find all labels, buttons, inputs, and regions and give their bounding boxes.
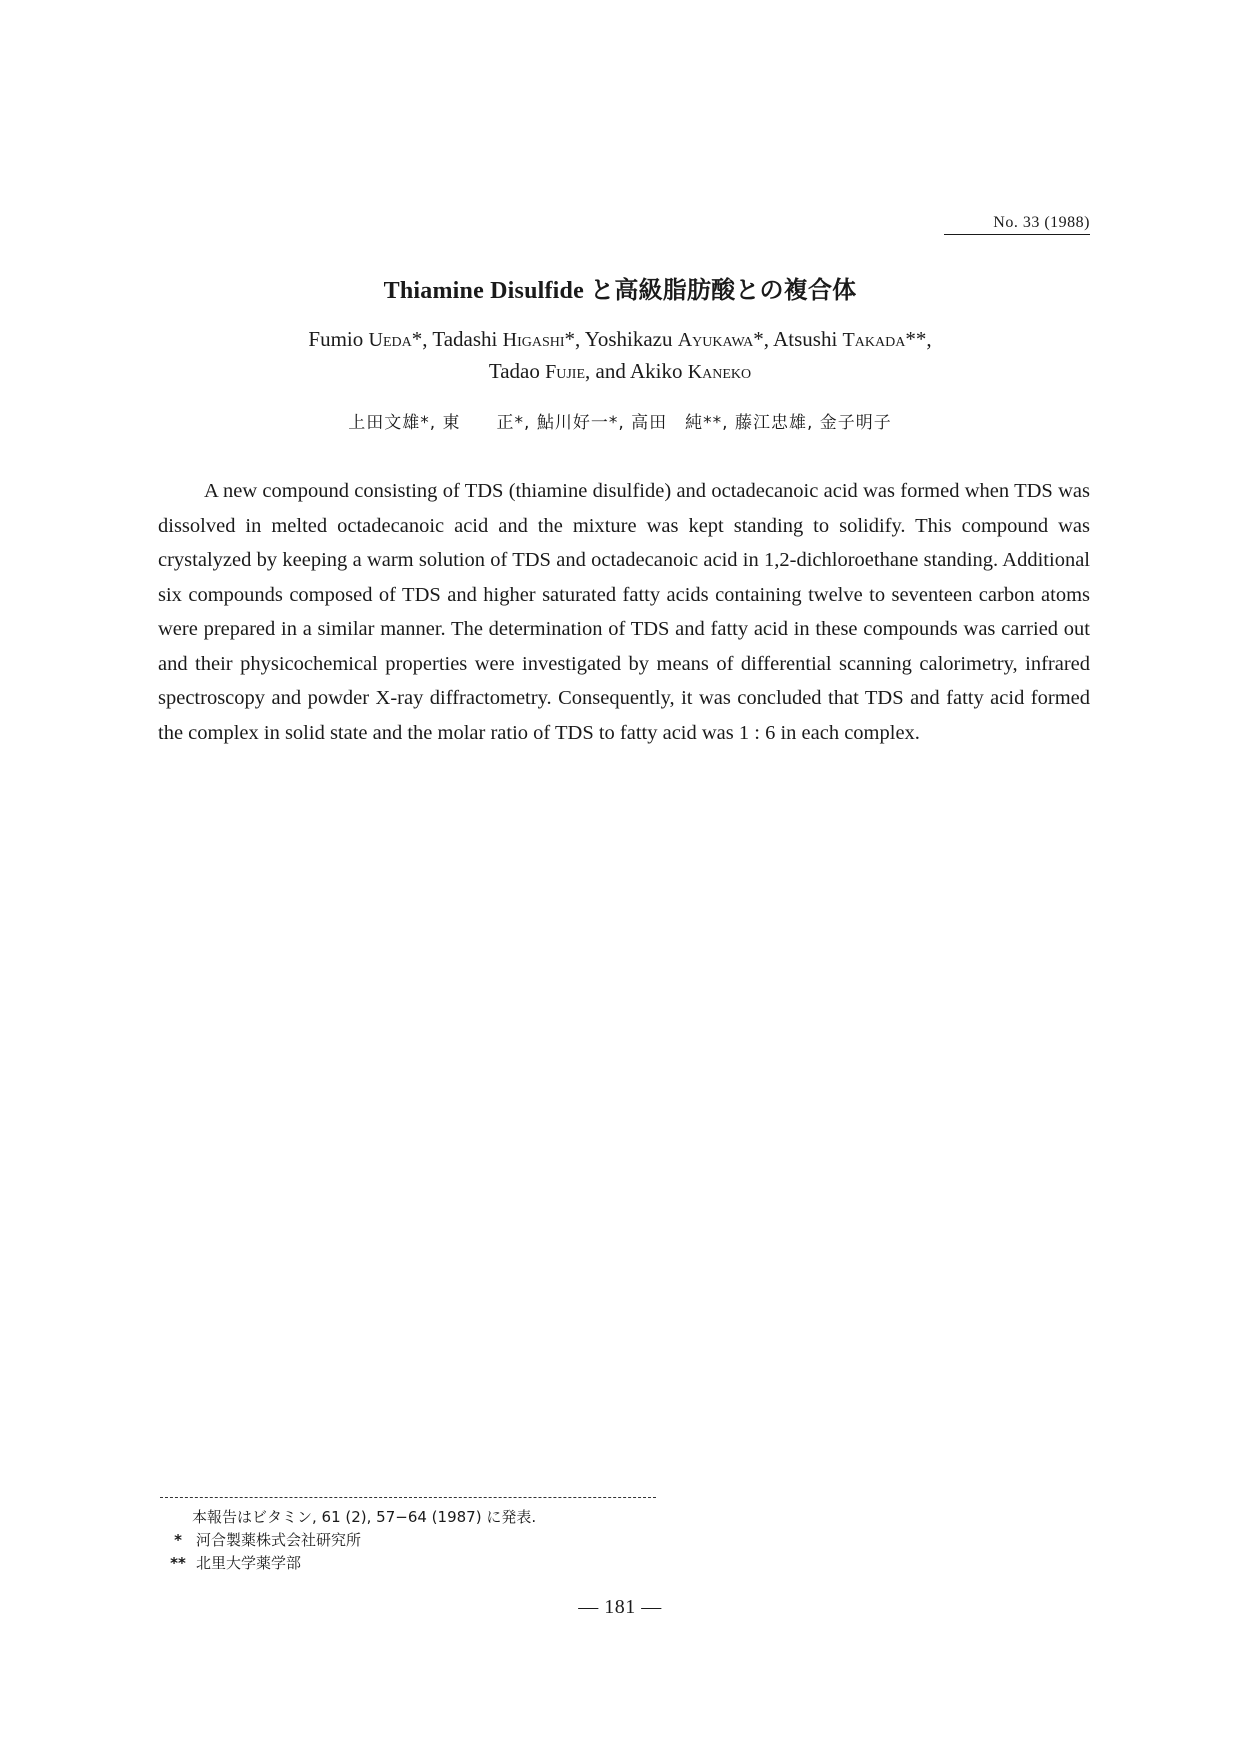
footnote-divider bbox=[160, 1497, 656, 1498]
footnote-mark: ** bbox=[170, 1554, 186, 1572]
author-given-name: Fumio bbox=[308, 327, 369, 351]
author-family-name: Takada bbox=[842, 329, 906, 351]
footnote-affiliation-1 bbox=[160, 1529, 760, 1552]
abstract bbox=[158, 474, 1090, 750]
affiliation-mark: **, bbox=[905, 327, 932, 351]
author-family-name: Fujie bbox=[545, 361, 586, 383]
abstract-text: A new compound consisting of TDS (thiamine disulfide) and octadecanoic acid was formed when TDS was dissolved in melted octadecanoic acid and the mixture was kept standing to solidify. This compound was crystalyzed by keeping a warm solution of TDS and octadecanoic acid in 1,2-dichloroethane standing. Additional six compounds composed of TDS and higher saturated fatty acids containing twelve to seventeen carbon atoms were prepared in a similar manner. The determination of TDS and fatty acid in these compounds was carried out and their physicochemical properties were investigated by means of differential scanning calorimetry, infrared spectroscopy and powder X-ray diffractometry. Consequently, it was concluded that TDS and fatty acid formed the complex in solid state and the molar ratio of TDS to fatty acid was 1 : 6 in each complex. bbox=[158, 480, 1090, 744]
affiliation-mark: *, bbox=[564, 327, 585, 351]
author-list bbox=[0, 324, 1240, 388]
author-line-1 bbox=[0, 324, 1240, 356]
author-list-japanese: 上田文雄*, 東 正*, 鮎川好一*, 高田 純**, 藤江忠雄, 金子明子 bbox=[348, 413, 892, 433]
author-family-name: Higashi bbox=[502, 329, 565, 351]
author-family-name: Kaneko bbox=[687, 361, 752, 383]
author-given-name: Atsushi bbox=[773, 327, 843, 351]
author-given-name: Tadashi bbox=[432, 327, 503, 351]
article-title: Thiamine Disulfide と高級脂肪酸との複合体 bbox=[383, 278, 857, 304]
author-separator: , and Akiko bbox=[585, 359, 688, 383]
footnote-publication bbox=[160, 1506, 760, 1529]
author-line-2 bbox=[0, 356, 1240, 388]
issue-number: No. 33 (1988) bbox=[944, 214, 1090, 235]
footnotes bbox=[160, 1506, 760, 1575]
author-family-name: Ueda bbox=[368, 329, 412, 351]
footnote-mark: * bbox=[174, 1531, 182, 1549]
footnote-text: 本報告はビタミン, 61 (2), 57−64 (1987) に発表. bbox=[192, 1508, 537, 1526]
footnote-text: 河合製薬株式会社研究所 bbox=[196, 1531, 362, 1549]
footnote-text: 北里大学薬学部 bbox=[196, 1554, 302, 1572]
author-family-name: Ayukawa bbox=[677, 329, 754, 351]
page-number: — 181 — bbox=[578, 1596, 662, 1618]
affiliation-mark: *, bbox=[753, 327, 774, 351]
author-given-name: Yoshikazu bbox=[584, 327, 678, 351]
affiliation-mark: *, bbox=[411, 327, 433, 351]
author-given-name: Tadao bbox=[488, 359, 546, 383]
footnote-affiliation-2 bbox=[160, 1552, 760, 1575]
